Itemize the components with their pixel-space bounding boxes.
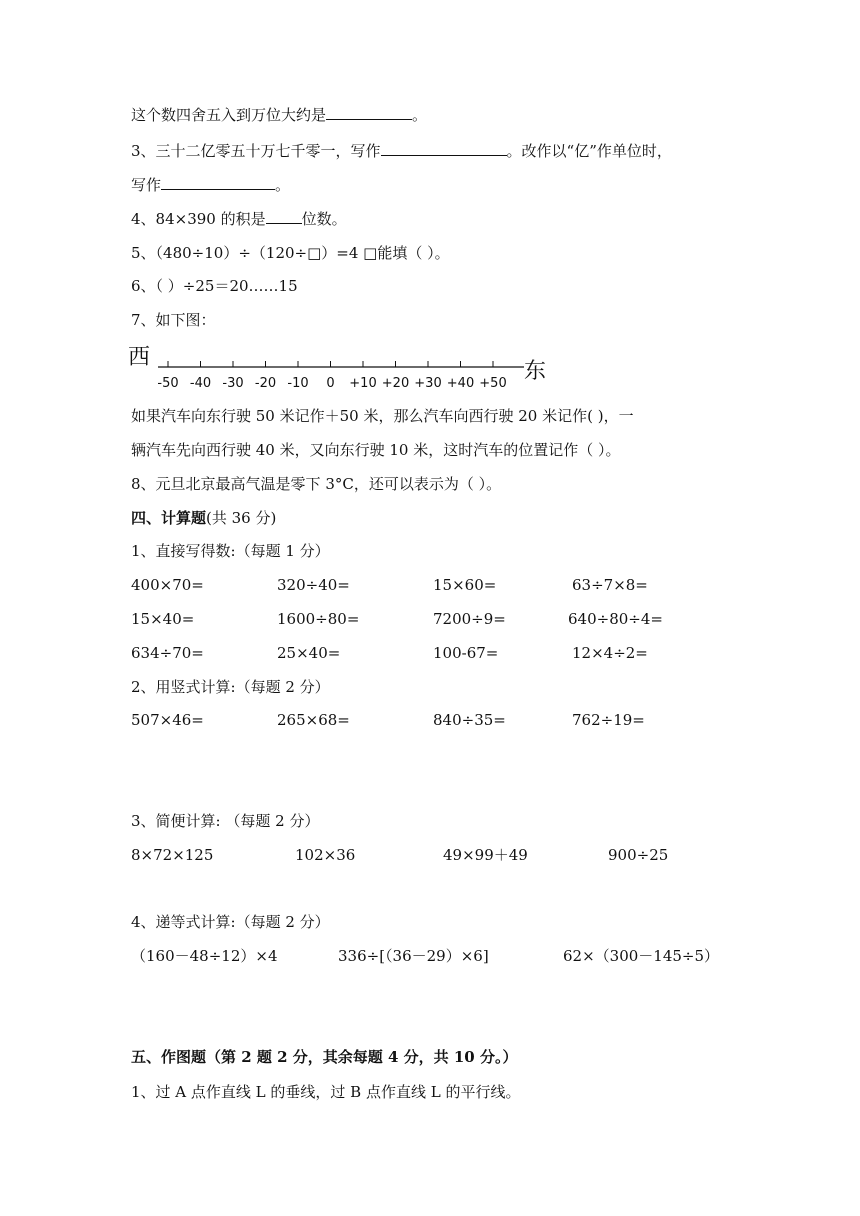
vertical-calc-item: 762÷19=	[572, 711, 645, 729]
number-line-tick-label: 0	[326, 376, 335, 391]
q3-text-d: 。	[275, 176, 291, 194]
q7-text-line2: 辆汽车先向西行驶 40 米，又向东行驶 10 米，这时汽车的位置记作（ ）。	[131, 441, 621, 459]
vertical-calc-item: 840÷35=	[433, 711, 506, 729]
number-line-east-label: 东	[524, 359, 547, 384]
section-4-title	[131, 507, 276, 529]
stepwise-calc-item: 336÷[（36－29）×6]	[338, 947, 489, 965]
simplify-calc-item: 900÷25	[608, 846, 669, 864]
number-line-tick-label: +50	[479, 376, 507, 391]
calc-item: 15×40=	[131, 610, 195, 628]
q4-text-pre: 4、84×390 的积是	[131, 210, 266, 228]
calc-item: 634÷70=	[131, 644, 204, 662]
section-4-title-rest: (共 36 分)	[206, 509, 277, 527]
q3-text-a: 3、三十二亿零五十万七千零一，写作	[131, 142, 381, 160]
vertical-calc-item: 507×46=	[131, 711, 204, 729]
q3-line2	[131, 174, 290, 196]
number-line-tick-label: +30	[414, 376, 442, 391]
q3-text-c: 写作	[131, 176, 162, 194]
calc-item: 63÷7×8=	[572, 576, 648, 594]
q8-line: 8、元旦北京最高气温是零下 3°C，还可以表示为（ ）。	[131, 475, 502, 493]
stepwise-calc-item: 62×（300－145÷5）	[563, 947, 720, 965]
number-line-tick-label: +10	[349, 376, 377, 391]
part-4-title: 4、递等式计算:（每题 2 分）	[131, 913, 330, 931]
calc-item: 25×40=	[277, 644, 341, 662]
calc-item: 100-67=	[433, 644, 499, 662]
number-line-tick-label: -20	[254, 376, 277, 391]
q5-line: 5、（480÷10）÷（120÷□）=4 □能填（ ）。	[131, 244, 450, 262]
q4-line	[131, 208, 347, 230]
q3-text-b: 。改作以“亿”作单位时，	[506, 142, 672, 160]
part-2-title: 2、用竖式计算:（每题 2 分）	[131, 678, 330, 696]
number-line-tick-label: +40	[446, 376, 475, 391]
simplify-calc-item: 49×99＋49	[443, 846, 528, 864]
calc-item: 400×70=	[131, 576, 204, 594]
q7-text-line1: 如果汽车向东行驶 50 米记作＋50 米，那么汽车向西行驶 20 米记作( )，一	[131, 407, 634, 425]
number-line-tick-label: -40	[189, 376, 212, 391]
number-line-tick-label: -30	[222, 376, 244, 391]
simplify-calc-item: 102×36	[295, 846, 356, 864]
number-line-west-label: 西	[128, 345, 151, 370]
answer-blank	[266, 208, 302, 224]
q2-tail-text: 这个数四舍五入到万位大约是	[131, 106, 327, 124]
number-line-figure	[128, 340, 568, 392]
calc-item: 640÷80÷4=	[568, 610, 663, 628]
section-5-q1: 1、过 A 点作直线 L 的垂线，过 B 点作直线 L 的平行线。	[131, 1083, 521, 1101]
answer-blank	[161, 174, 275, 190]
answer-blank	[326, 104, 412, 120]
q2-tail-line	[131, 104, 427, 126]
section-4-title-bold: 四、计算题	[131, 509, 207, 527]
part-3-title: 3、简便计算: （每题 2 分）	[131, 812, 320, 830]
q7-line: 7、如下图：	[131, 311, 216, 329]
q2-tail-end: 。	[412, 106, 428, 124]
q6-line: 6、（ ）÷25＝20……15	[131, 277, 298, 295]
number-line-tick-label: -10	[287, 376, 309, 391]
calc-item: 320÷40=	[277, 576, 350, 594]
part-1-title: 1、直接写得数:（每题 1 分）	[131, 542, 330, 560]
number-line-tick-label: -50	[157, 376, 179, 391]
calc-item: 12×4÷2=	[572, 644, 648, 662]
vertical-calc-item: 265×68=	[277, 711, 350, 729]
calc-item: 1600÷80=	[277, 610, 360, 628]
answer-blank	[381, 140, 507, 156]
number-line-tick-label: +20	[381, 376, 410, 391]
stepwise-calc-item: （160－48÷12）×4	[131, 947, 278, 965]
calc-item: 7200÷9=	[433, 610, 506, 628]
q4-text-post: 位数。	[301, 210, 347, 228]
calc-item: 15×60=	[433, 576, 497, 594]
section-5-title: 五、作图题（第 2 题 2 分，其余每题 4 分，共 10 分。）	[131, 1048, 518, 1066]
q3-line1	[131, 140, 672, 162]
simplify-calc-item: 8×72×125	[131, 846, 214, 864]
